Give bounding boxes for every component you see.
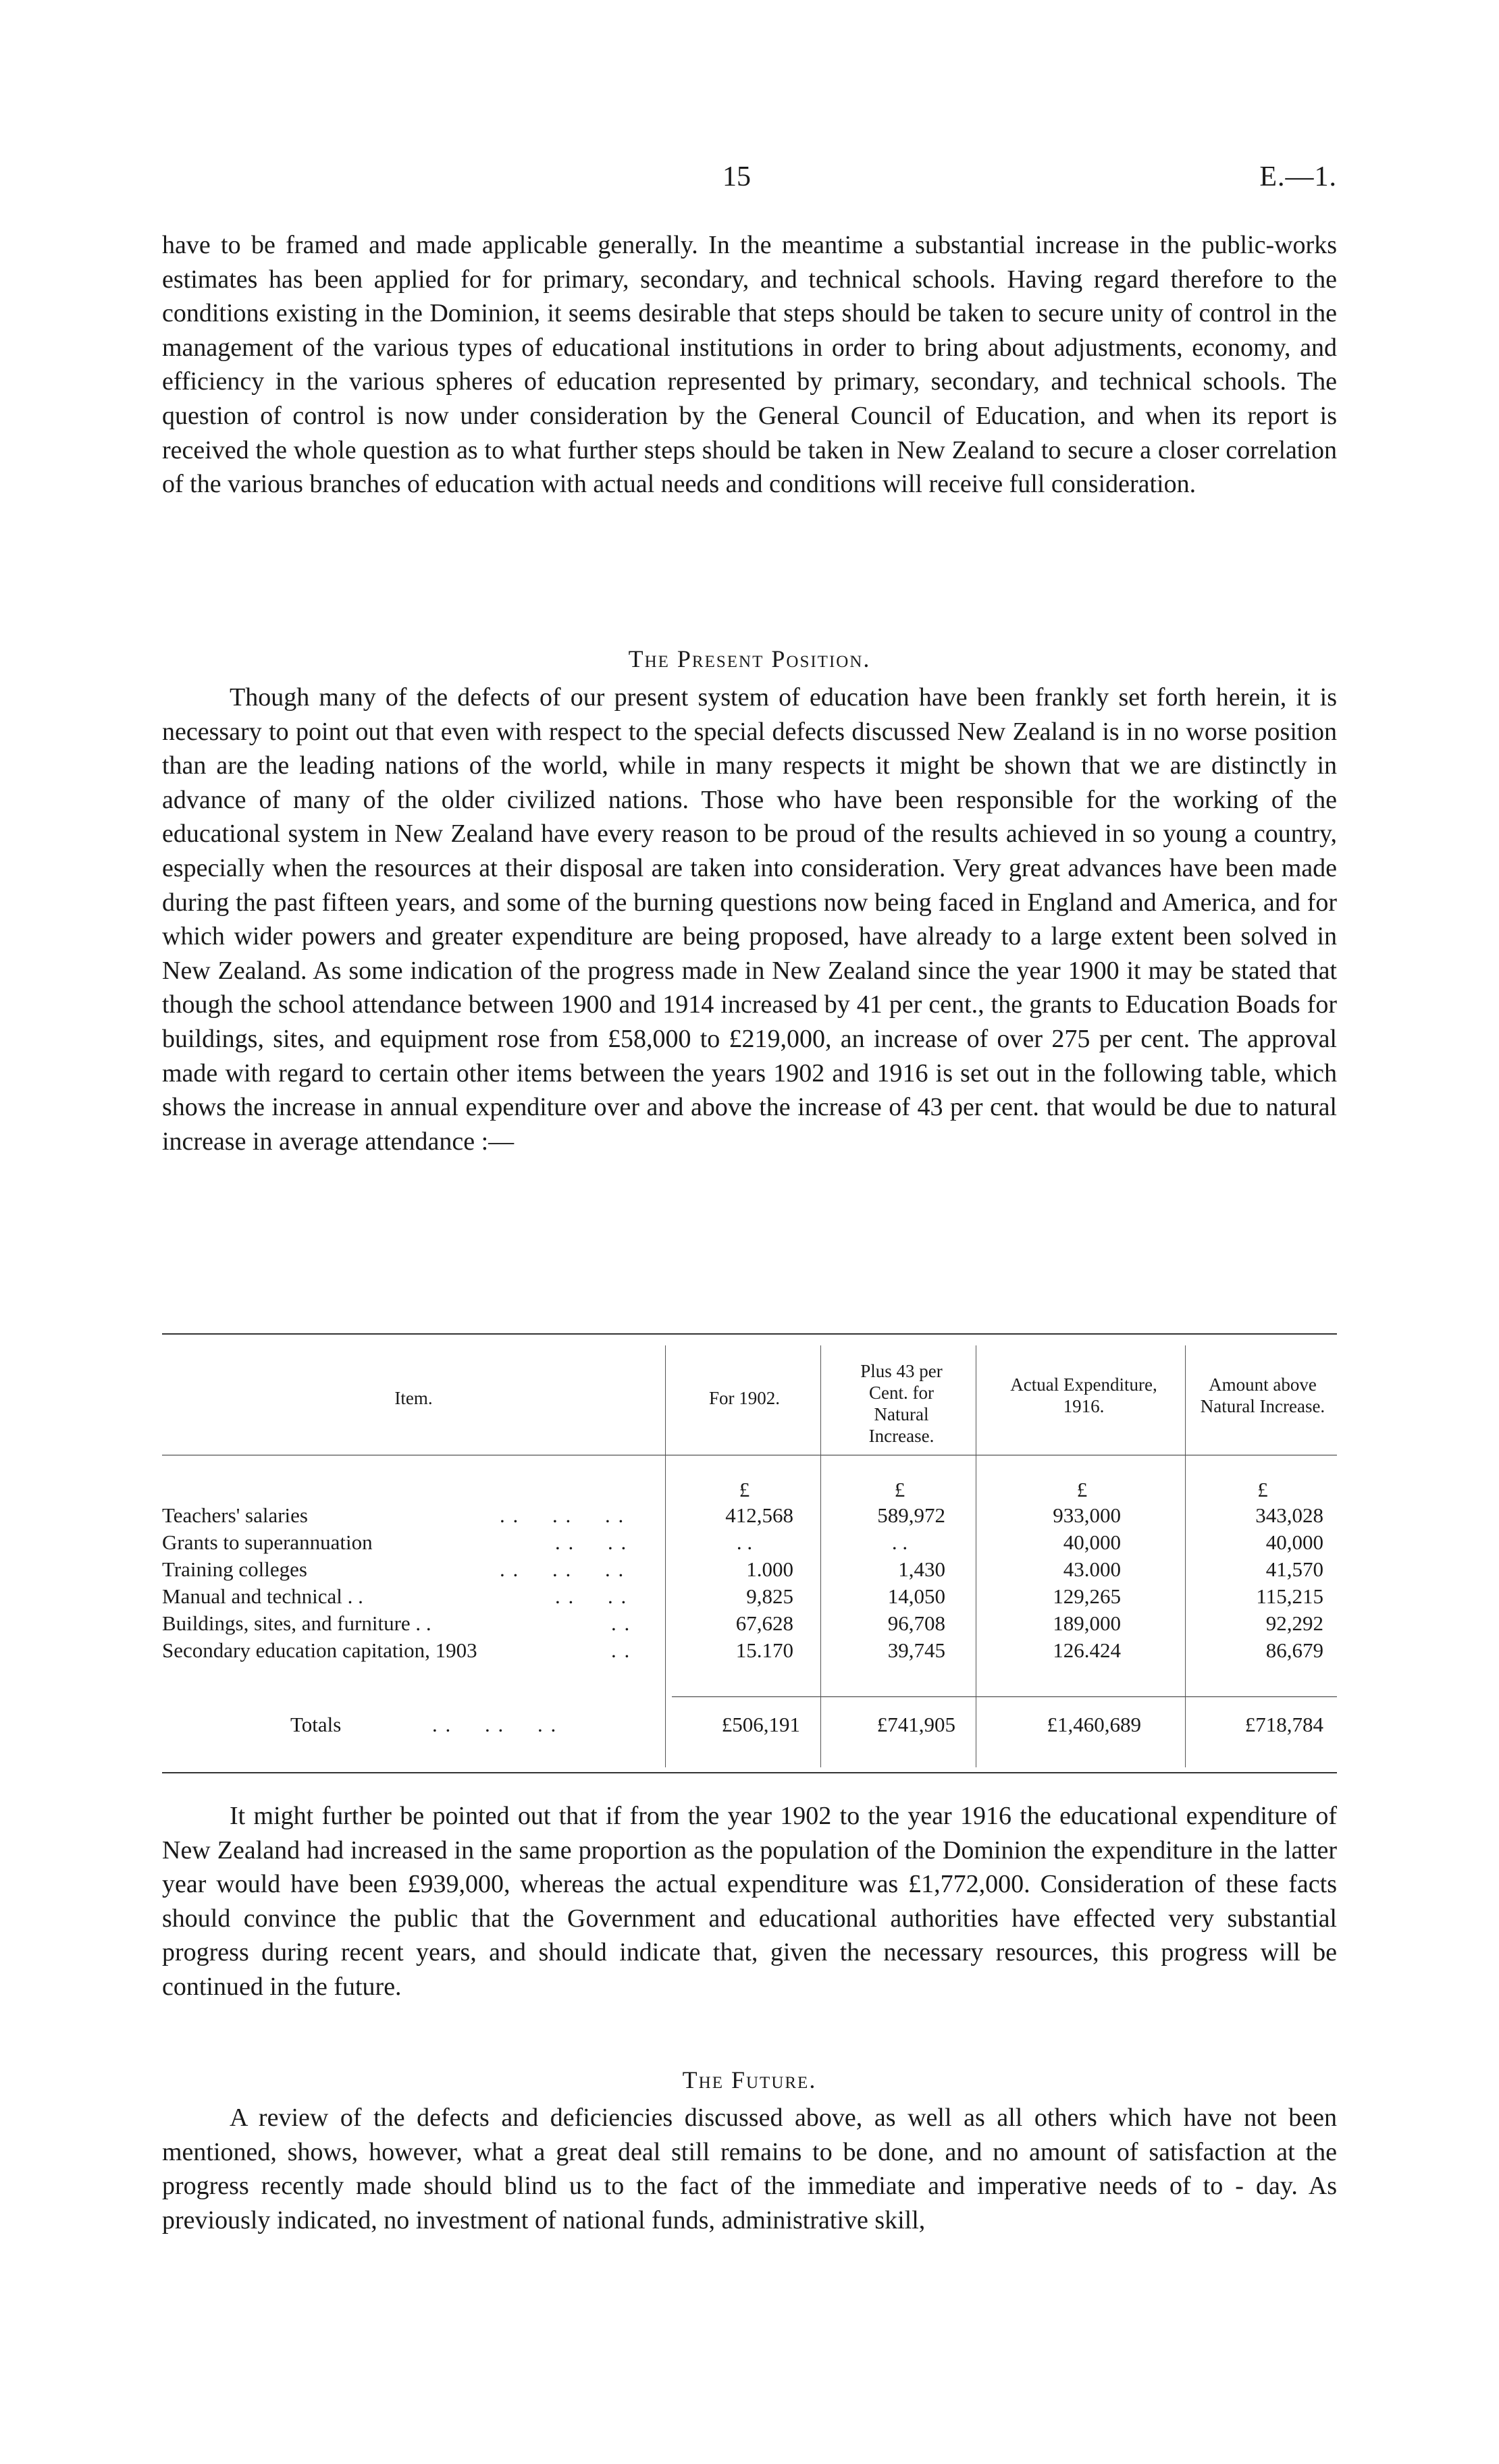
- cell-1902: 1.000: [746, 1557, 793, 1581]
- column-divider: [1185, 1345, 1186, 1767]
- row-leaders: . . . .: [555, 1530, 628, 1554]
- cell-above: 41,570: [1265, 1557, 1323, 1581]
- cell-plus-43: 589,972: [877, 1503, 945, 1527]
- row-label: Teachers' salaries: [162, 1503, 308, 1527]
- cell-1902: . .: [736, 1530, 753, 1554]
- cell-plus-43: 1,430: [898, 1557, 945, 1581]
- totals-leaders: . . . . . .: [432, 1713, 558, 1736]
- row-label: Grants to superannuation: [162, 1530, 373, 1554]
- column-divider: [820, 1345, 821, 1767]
- row-label: Manual and technical . .: [162, 1584, 363, 1608]
- row-label: Buildings, sites, and furniture . .: [162, 1611, 431, 1635]
- paragraph-population-comparison: It might further be pointed out that if from the year 1902 to the year 1916 the educational expenditure of New Zealand had increased in the same proportion as the population of the Dominion the expenditure in the latter year would have been £939,000, whereas the actual expenditure was £1,772,000. Consideration of these facts should convince the public that the Government and educational authorities have effected very substantial progress during recent years, and should indicate that, given the necessary resources, this progress will be continued in the future.: [162, 1802, 1337, 2001]
- cell-actual: 43.000: [1063, 1557, 1121, 1581]
- total-actual: £1,460,689: [1047, 1713, 1141, 1736]
- row-leaders: . .: [611, 1611, 631, 1635]
- paragraph-present-position: Though many of the defects of our present system of education have been frankly set forth herein, it is necessary to point out that even with respect to the special defects discussed New Zealand is in no worse position than are the leading nations of the world, while in many respects it might be shown that we are distinctly in advance of many of the older civilized nations. Those who have been responsible for the working of the educational system in New Zealand have every reason to be proud of the results achieved in so young a country, especially when the resources at their disposal are taken into consideration. Very great advances have been made during the past fifteen years, and some of the burning questions now being faced in England and America, and for which wider powers and greater expenditure are being proposed, have already to a large extent been solved in New Zealand. As some indication of the progress made in New Zealand since the year 1900 it may be stated that though the school attendance between 1900 and 1914 increased by 41 per cent., the grants to Education Boads for buildings, sites, and equipment rose from £58,000 to £219,000, an increase of over 275 per cent. The approval made with regard to certain other items between the years 1902 and 1916 is set out in the following table, which shows the increase in annual expenditure over and above the increase of 43 per cent. that would be due to natural increase in average attendance :—: [162, 683, 1337, 1156]
- header-actual-expenditure: Actual Expenditure, 1916.: [1010, 1374, 1157, 1416]
- cell-1902: 412,568: [725, 1503, 793, 1527]
- cell-above: 86,679: [1265, 1638, 1323, 1662]
- header-plus-43: Plus 43 per Cent. for Natural Increase.: [860, 1361, 943, 1446]
- table-bottom-rule: [162, 1772, 1337, 1773]
- cell-actual: 126.424: [1053, 1638, 1121, 1662]
- cell-above: 343,028: [1255, 1503, 1323, 1527]
- header-item: Item.: [394, 1388, 433, 1408]
- total-above: £718,784: [1244, 1713, 1323, 1736]
- unit-label: £: [1076, 1478, 1088, 1501]
- cell-plus-43: 39,745: [887, 1638, 945, 1662]
- cell-actual: 189,000: [1053, 1611, 1121, 1635]
- row-leaders: . . . . . .: [500, 1557, 625, 1581]
- header-for-1902: For 1902.: [708, 1388, 780, 1408]
- unit-label: £: [894, 1478, 905, 1501]
- total-1902: £506,191: [721, 1713, 800, 1736]
- cell-1902: 67,628: [735, 1611, 793, 1635]
- cell-above: 92,292: [1265, 1611, 1323, 1635]
- cell-1902: 15.170: [735, 1638, 793, 1662]
- cell-above: 40,000: [1265, 1530, 1323, 1554]
- row-leaders: . . . . . .: [500, 1503, 625, 1527]
- total-plus-43: £741,905: [876, 1713, 955, 1736]
- unit-label: £: [1257, 1478, 1268, 1501]
- row-label: Secondary education capitation, 1903: [162, 1638, 477, 1662]
- row-leaders: . . . .: [555, 1584, 628, 1608]
- column-divider: [665, 1345, 666, 1767]
- totals-label: Totals: [290, 1713, 342, 1736]
- row-label: Training colleges: [162, 1557, 307, 1581]
- table-totals-rule: [672, 1696, 1337, 1697]
- expenditure-table: [162, 1333, 1337, 1779]
- cell-plus-43: . .: [891, 1530, 908, 1554]
- unit-label: £: [739, 1478, 750, 1501]
- document-code: E.—1.: [1259, 161, 1337, 192]
- cell-above: 115,215: [1256, 1584, 1323, 1608]
- row-leaders: . .: [611, 1638, 631, 1662]
- header-amount-above: Amount above Natural Increase.: [1200, 1374, 1325, 1416]
- cell-actual: 129,265: [1053, 1584, 1121, 1608]
- paragraph-future: A review of the defects and deficiencies discussed above, as well as all others which have not been mentioned, shows, however, what a great deal still remains to be done, and no amount of satisfaction at the progress recently made should blind us to the fact of the immediate and imperative needs of to - day. As previously indicated, no investment of national funds, administrative skill,: [162, 2104, 1337, 2234]
- cell-actual: 933,000: [1053, 1503, 1121, 1527]
- cell-actual: 40,000: [1063, 1530, 1121, 1554]
- page-number: 15: [722, 161, 751, 192]
- section-heading-future: The Future.: [682, 2066, 817, 2093]
- cell-plus-43: 96,708: [887, 1611, 945, 1635]
- cell-plus-43: 14,050: [887, 1584, 945, 1608]
- section-heading-present-position: The Present Position.: [628, 645, 871, 672]
- cell-1902: 9,825: [746, 1584, 793, 1608]
- table-top-rule: [162, 1333, 1337, 1335]
- running-head: [162, 161, 1337, 201]
- paragraph-control: have to be framed and made applicable generally. In the meantime a substantial increase in the public-works estimates has been applied for for primary, secondary, and technical schools. Having regard therefore to the conditions existing in the Dominion, it seems desirable that steps should be taken to secure unity of control in the management of the various types of educational institutions in order to bring about adjustments, economy, and efficiency in the various spheres of education represented by primary, secondary, and technical schools. The question of control is now under consideration by the General Council of Education, and when its report is received the whole question as to what further steps should be taken in New Zealand to secure a closer correlation of the various branches of education with actual needs and conditions will receive full consideration.: [162, 231, 1337, 499]
